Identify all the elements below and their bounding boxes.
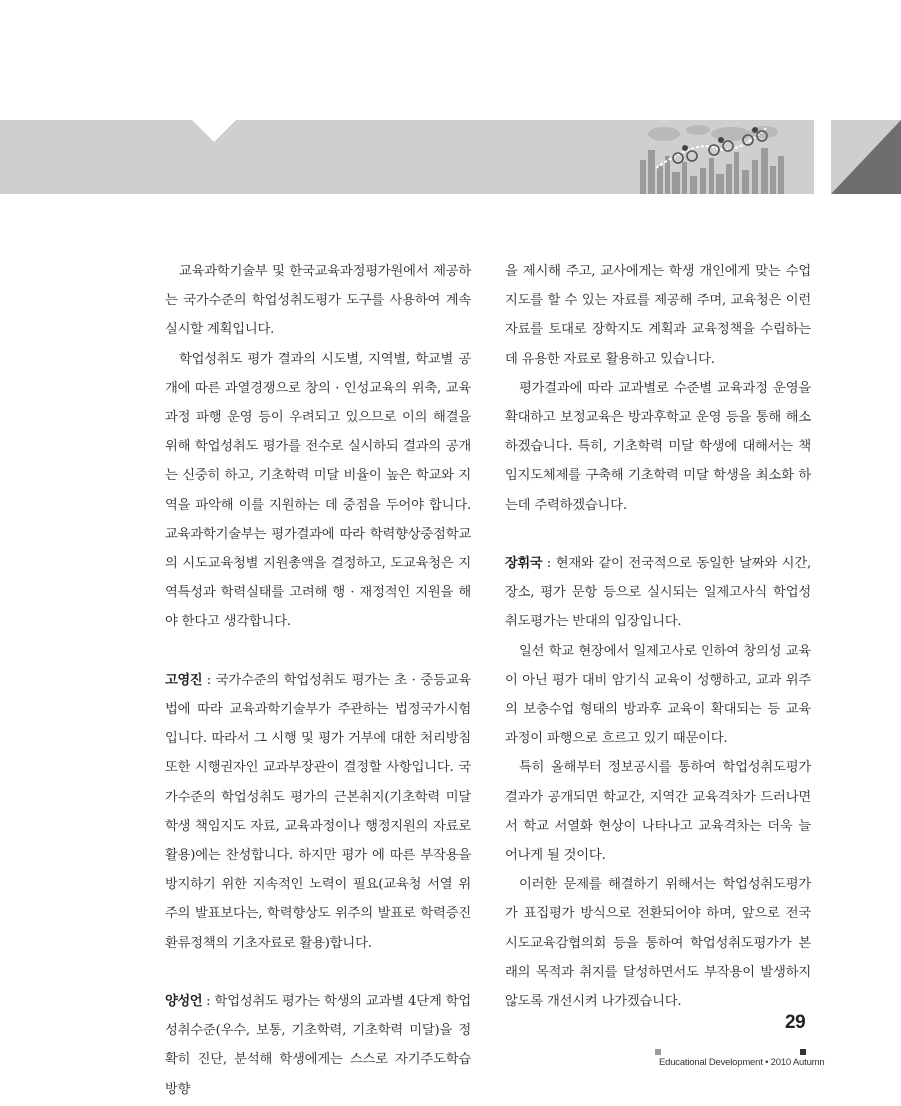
paragraph: 을 제시해 주고, 교사에게는 학생 개인에게 맞는 수업지도를 할 수 있는 자료를 제공해 주며, 교육청은 이런 자료를 토대로 장학지도 계획과 교육정책을 수립하는 데 유용한 자료로 활용하고 있습니다. <box>505 264 811 367</box>
speaker-statement: : 현재와 같이 전국적으로 동일한 날짜와 시간, 장소, 평가 문항 등으로 실시되는 일제고사식 학업성취도평가는 반대의 입장입니다. <box>505 556 811 630</box>
speaker-name: 양성언 <box>165 994 203 1010</box>
header-notch <box>192 120 236 142</box>
paragraph: 이러한 문제를 해결하기 위해서는 학업성취도평가가 표집평가 방식으로 전환되어야 하며, 앞으로 전국시도교육감협의회 등을 통하여 학업성취도평가가 본래의 목적과 취지를 달성하면서도 부작용이 발생하지 않도록 개선시켜 나가겠습니다. <box>505 877 811 1010</box>
speaker-statement: : 국가수준의 학업성취도 평가는 초 · 중등교육법에 따라 교육과학기술부가 주관하는 법정국가시험입니다. 따라서 그 시행 및 평가 거부에 대한 처리방침 또한 시행권자인 교과부장관이 결정할 사항입니다. 국가수준의 학업성취도 평가의 근본취지(기초학력 미달 학생 책임지도 자료, 교육과정이나 행정지원의 자료로 활용)에는 찬성합니다. 하지만 평가 에 따른 부작용을 방지하기 위한 지속적인 노력이 필요(교육청 서열 위주의 발표보다는, 학력향상도 위주의 발표로 학력증진 환류정책의 기초자료로 활용)합니다. <box>165 672 471 951</box>
speaker-paragraph-goyeongjin <box>165 666 471 958</box>
footer-square-dark <box>800 1049 806 1055</box>
paragraph: 특히 올해부터 정보공시를 통하여 학업성취도평가 결과가 공개되면 학교간, 지역간 교육격차가 드러나면서 학교 서열화 현상이 나타나고 교육격차는 더욱 늘어나게 될 것이다. <box>505 760 811 864</box>
journal-name: Educational Development • 2010 Autumn <box>659 1057 825 1068</box>
speaker-statement: : 학업성취도 평가는 학생의 교과별 4단계 학업성취수준(우수, 보통, 기초학력, 기초학력 미달)을 정확히 진단, 분석해 학생에게는 스스로 자기주도학습 방향 <box>165 994 471 1097</box>
world-map-city-cyclists-illustration <box>636 120 786 194</box>
paragraph: 교육과학기술부 및 한국교육과정평가원에서 제공하는 국가수준의 학업성취도평가 도구를 사용하여 계속 실시할 계획입니다. <box>165 264 471 338</box>
page-number: 29 <box>785 1012 806 1033</box>
speaker-paragraph-yangseongeon <box>165 987 471 1104</box>
paragraph: 학업성취도 평가 결과의 시도별, 지역별, 학교별 공개에 따른 과열경쟁으로 창의 · 인성교육의 위축, 교육과정 파행 운영 등이 우려되고 있으므로 이의 해결을 위해 학업성취도 평가를 전수로 실시하되 결과의 공개는 신중히 하고, 기초학력 미달 비율이 높은 학교와 지역을 파악해 이를 지원하는 데 중점을 두어야 합니다. 교육과학기술부는 평가결과에 따라 학력향상중점학교의 시도교육청별 지원총액을 결정하고, 도교육청은 지역특성과 학력실태를 고려해 행 · 재정적인 지원을 해야 한다고 생각합니다. <box>165 351 471 630</box>
footer-square-gray <box>655 1049 661 1055</box>
header-corner-block <box>831 120 901 194</box>
right-column <box>505 257 811 1016</box>
paragraph: 일선 학교 현장에서 일제고사로 인하여 창의성 교육이 아닌 평가 대비 암기식 교육이 성행하고, 교과 위주의 보충수업 형태의 방과후 교육이 확대되는 등 교육과정이 파행으로 흐르고 있기 때문이다. <box>505 643 811 747</box>
speaker-name: 고영진 <box>165 672 203 688</box>
paragraph: 평가결과에 따라 교과별로 수준별 교육과정 운영을 확대하고 보정교육은 방과후학교 운영 등을 통해 해소하겠습니다. 특히, 기초학력 미달 학생에 대해서는 책임지도체제를 구축해 기초학력 미달 학생을 최소화 하는데 주력하겠습니다. <box>505 380 811 513</box>
speaker-name: 장휘국 <box>505 556 543 572</box>
left-column <box>165 257 471 1104</box>
speaker-paragraph-janghwiguk <box>505 549 811 637</box>
